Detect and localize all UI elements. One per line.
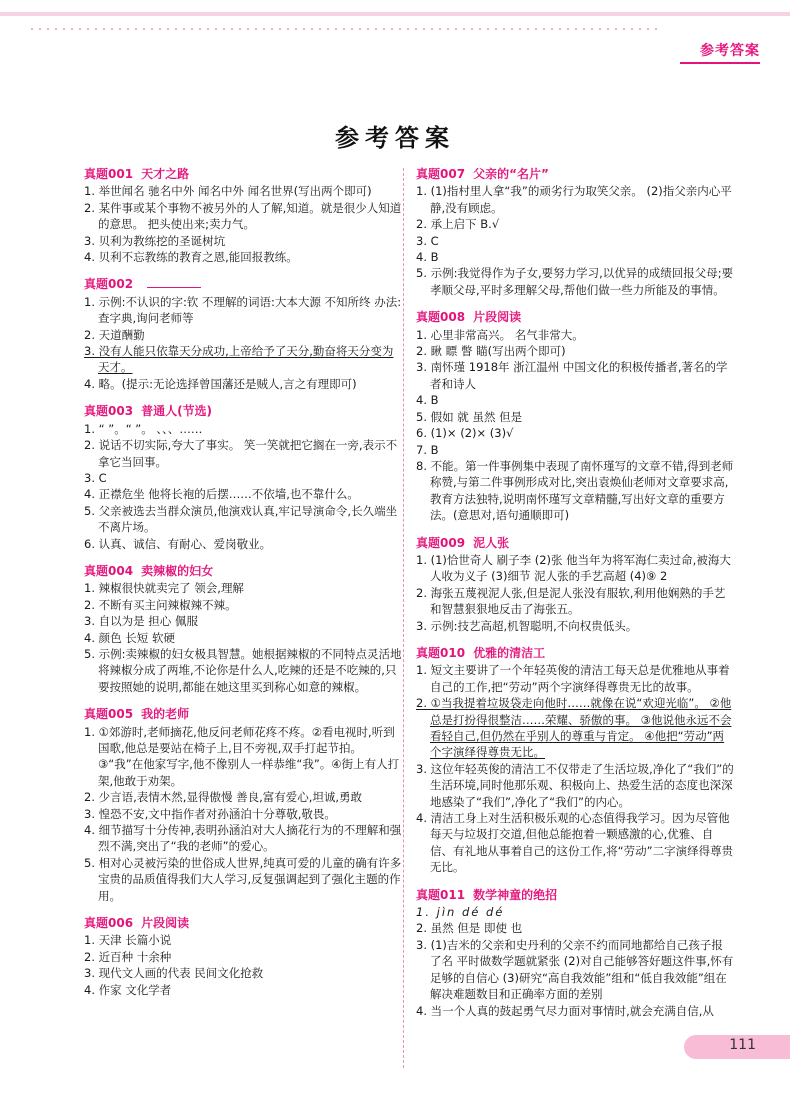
answer-item: 4. B — [416, 393, 439, 408]
answer-item: 4. 贝利不忘教练的教育之恩,能回报教练。 — [84, 250, 298, 265]
section-003 — [84, 403, 402, 552]
dotted-line — [28, 28, 658, 30]
section-009 — [416, 535, 734, 634]
answer-item: 1. (1)恰世奇人 刷子李 (2)张 他当年为将军海仁卖过命,被海大人收为义子 (3)细节 泥人张的手艺高超 (4)⑨ 2 — [416, 552, 731, 584]
answer-item: 5. 示例:我觉得作为子女,要努力学习,以优异的成绩回报父母;要孝顺父母,平时多理解父母,帮他们做一些力所能及的事情。 — [416, 266, 734, 297]
answer-item: 4. 正襟危坐 他将长袍的后摆……不依墙,也不靠什么。 — [84, 487, 359, 502]
section-title — [416, 887, 734, 903]
answer-item: 5. 父亲被选去当群众演员,他演戏认真,牢记导演命令,长久端坐不离片场。 — [84, 503, 398, 535]
section-title — [84, 915, 402, 931]
top-stripe — [0, 12, 790, 16]
top-decoration — [0, 0, 790, 72]
section-title — [416, 309, 734, 325]
answer-item: 2. 天道酬勤 — [84, 327, 145, 342]
section-010 — [416, 645, 734, 876]
answer-item: 7. B — [416, 442, 439, 457]
section-number: 真题010 — [416, 645, 466, 660]
answer-item: 4. 清洁工身上对生活积极乐观的心态值得我学习。因为尽管他每天与垃圾打交道,但他总能抱着一颗感激的心,优雅、自信、有礼地从事着自己的这份工作,将“劳动”二字演绎得尊贵无比。 — [416, 811, 734, 875]
answer-item: 1. 心里非常高兴。 名气非常大。 — [416, 327, 584, 342]
section-number: 真题008 — [416, 310, 466, 325]
section-name: 我的老师 — [141, 707, 190, 722]
answer-item: 1. ①郊游时,老师摘花,他反问老师花疼不疼。②看电视时,听到国歌,他总是要站在椅子上,目不旁视,双手打起节拍。③“我”在他家写字,他不像别人一样恭维“我”。④街上有人打架,他敢于劝架。 — [84, 724, 400, 788]
answer-item: 5. 相对心灵被污染的世俗成人世界,纯真可爱的儿童的确有许多宝贵的品质值得我们大人学习,反复强调起到了强化主题的作用。 — [84, 855, 402, 903]
section-number: 真题006 — [84, 916, 134, 931]
answer-item: 1. 短文主要讲了一个年轻英俊的清洁工每天总是优雅地从事着自己的工作,把“劳动”两个字演绎得尊贵无比的故事。 — [416, 663, 730, 694]
answer-item: 2. 说话不切实际,夸大了事实。 笑一笑就把它搁在一旁,表示不拿它当回事。 — [84, 438, 398, 469]
section-number: 真题009 — [416, 535, 466, 550]
answer-item-underlined: 2. ①当我提着垃圾袋走向他时……就像在说“欢迎光临”。 ②他总是打扮得很整洁……荣耀、骄傲的事。 ③他说他永远不会看轻自己,但仍然在乎别人的尊重与肯定。 ④他把“劳动”两个字演绎得尊贵无比。 — [416, 696, 732, 760]
section-number: 真题002 — [84, 277, 134, 292]
answer-item: 4. 颜色 长短 软硬 — [84, 630, 175, 645]
answer-item: 4. 略。(提示:无论选择曾国藩还是贼人,言之有理即可) — [84, 376, 357, 391]
answer-item: 1. 天津 长篇小说 — [84, 933, 172, 948]
section-number: 真题003 — [84, 404, 134, 419]
page-number: 111 — [729, 1037, 756, 1053]
section-name: 泥人张 — [473, 535, 510, 550]
section-title — [84, 403, 402, 419]
answer-item: 2. 近百种 十余种 — [84, 949, 172, 964]
section-title — [84, 166, 402, 182]
answer-item: 4. 作家 文化学者 — [84, 982, 172, 997]
title-blank-line — [147, 276, 201, 288]
section-004 — [84, 563, 402, 695]
answer-item: 2. 少言语,表情木然,显得傲慢 善良,富有爱心,坦诚,勇敢 — [84, 790, 363, 805]
section-name: 数学神童的绝招 — [473, 887, 558, 902]
header-label: 参考答案 — [700, 43, 760, 59]
section-name: 天才之路 — [141, 167, 190, 181]
answer-item: 3. 自以为是 担心 佩服 — [84, 614, 198, 629]
section-number: 真题005 — [84, 707, 134, 722]
answer-item: 1. “ ”。“ ”。 、、、…… — [84, 421, 203, 436]
answer-item: 1. 示例:不认识的字:钦 不理解的词语:大本大源 不知所终 办法:查字典,询问老师等 — [84, 294, 402, 326]
section-005 — [84, 706, 402, 904]
section-011 — [416, 887, 734, 1019]
page-title: 参考答案 — [335, 124, 455, 152]
answer-item: 3. C — [84, 470, 107, 485]
left-column — [84, 166, 402, 1009]
answer-item: 1. (1)指村里人拿“我”的顽劣行为取笑父亲。 (2)指父亲内心平静,没有顾虑。 — [416, 184, 732, 215]
section-name: 卖辣椒的妇女 — [141, 563, 214, 578]
column-divider — [403, 168, 404, 1068]
answer-item: 8. 不能。第一件事例集中表现了南怀瑾写的文章不错,得到老师称赞,与第二件事例形成对比,突出袁焕仙老师对文章要求高,教育方法独特,说明南怀瑾写文章精髓,写出好文章的重要方法。(意思对,语句通顺即可) — [416, 458, 734, 523]
section-001 — [84, 166, 402, 265]
section-name: 普通人(节选) — [141, 404, 213, 419]
answer-item: 3. (1)吉米的父亲和史丹利的父亲不约而同地都给自己孩子报了名 平时做数学题就紧张 (2)对自己能够答好题这件事,怀有足够的自信心 (3)研究“高自我效能”组和“低自我效能”组在解决难题数目和正确率方面的差别 — [416, 937, 734, 1002]
answer-item: 5. 假如 就 虽然 但是 — [416, 409, 523, 424]
answer-item: 2. 虽然 但是 即使 也 — [416, 921, 523, 936]
answer-item: 4. 细节描写十分传神,表明孙涵泊对大人摘花行为的不理解和强烈不满,突出了“我的老师”的爱心。 — [84, 823, 402, 854]
section-title — [416, 166, 734, 182]
section-name: 片段阅读 — [141, 916, 190, 931]
section-title — [416, 645, 734, 661]
answer-item: 4. 当一个人真的鼓起勇气尽力面对事情时,就会充满自信,从 — [416, 1003, 714, 1018]
answer-item: 2. 海张五蔑视泥人张,但是泥人张没有服软,利用他娴熟的手艺和智慧狠狠地反击了海张五。 — [416, 585, 726, 617]
section-title — [416, 535, 734, 551]
answer-item-underlined: 3. 没有人能只依靠天分成功,上帝给予了天分,勤奋将天分变为天才。 — [84, 344, 394, 375]
answer-item: 2. 某件事或某个事物不被另外的人了解,知道。就是很少人知道的意思。 把头使出来;卖力气。 — [84, 200, 402, 232]
answer-item: 1. 举世闻名 驰名中外 闻名中外 闻名世界(写出两个即可) — [84, 184, 372, 199]
section-name: 片段阅读 — [473, 310, 522, 325]
section-number: 真题004 — [84, 563, 134, 578]
answer-item: 3. 贝利为教练挖的圣诞树坑 — [84, 233, 226, 248]
section-002 — [84, 276, 402, 392]
answer-item: 3. 惶恐不安,文中指作者对孙涵泊十分尊敬,敬畏。 — [84, 806, 336, 821]
section-number: 真题001 — [84, 167, 134, 181]
header-underline — [680, 62, 760, 64]
answer-item: 3. 南怀瑾 1918年 浙江温州 中国文化的积极传播者,著名的学者和诗人 — [416, 360, 728, 391]
section-number: 真题011 — [416, 887, 466, 902]
answer-item: 6. (1)× (2)× (3)√ — [416, 426, 514, 441]
answer-item: 2. 不断有买主问辣椒辣不辣。 — [84, 597, 237, 612]
answer-item: 3. 现代文人画的代表 民间文化抢救 — [84, 966, 264, 981]
section-name: 父亲的“名片” — [473, 167, 549, 181]
section-number: 真题007 — [416, 167, 466, 181]
section-name: 优雅的清洁工 — [473, 645, 546, 660]
section-title — [84, 706, 402, 722]
answer-item: 2. 承上启下 B.√ — [416, 217, 500, 232]
section-title — [84, 563, 402, 579]
answer-item: 6. 认真、诚信、有耐心、爱岗敬业。 — [84, 536, 272, 551]
answer-item: 3. C — [416, 233, 439, 248]
section-007 — [416, 166, 734, 298]
answer-item: 3. 这位年轻英俊的清洁工不仅带走了生活垃圾,净化了“我们”的生活环境,同时他那乐观、积极向上、热爱生活的态度也深深地感染了“我们”,净化了“我们”的内心。 — [416, 761, 734, 809]
answer-item-pinyin: 1. jìn dé dé — [416, 905, 505, 920]
section-008 — [416, 309, 734, 523]
answer-item: 3. 示例:技艺高超,机智聪明,不向权贵低头。 — [416, 618, 638, 633]
section-title — [84, 276, 402, 292]
answer-item: 1. 辣椒很快就卖完了 领会,理解 — [84, 581, 244, 596]
section-006 — [84, 915, 402, 998]
answer-item: 4. B — [416, 250, 439, 265]
right-column — [416, 166, 734, 1030]
answer-item: 2. 瞅 瞟 瞥 瞄(写出两个即可) — [416, 344, 566, 359]
answer-item: 5. 示例:卖辣椒的妇女极具智慧。她根据辣椒的不同特点灵活地将辣椒分成了两堆,不论你是什么人,吃辣的还是不吃辣的,只要按照她的说明,都能在她这里买到称心如意的辣椒。 — [84, 646, 402, 694]
